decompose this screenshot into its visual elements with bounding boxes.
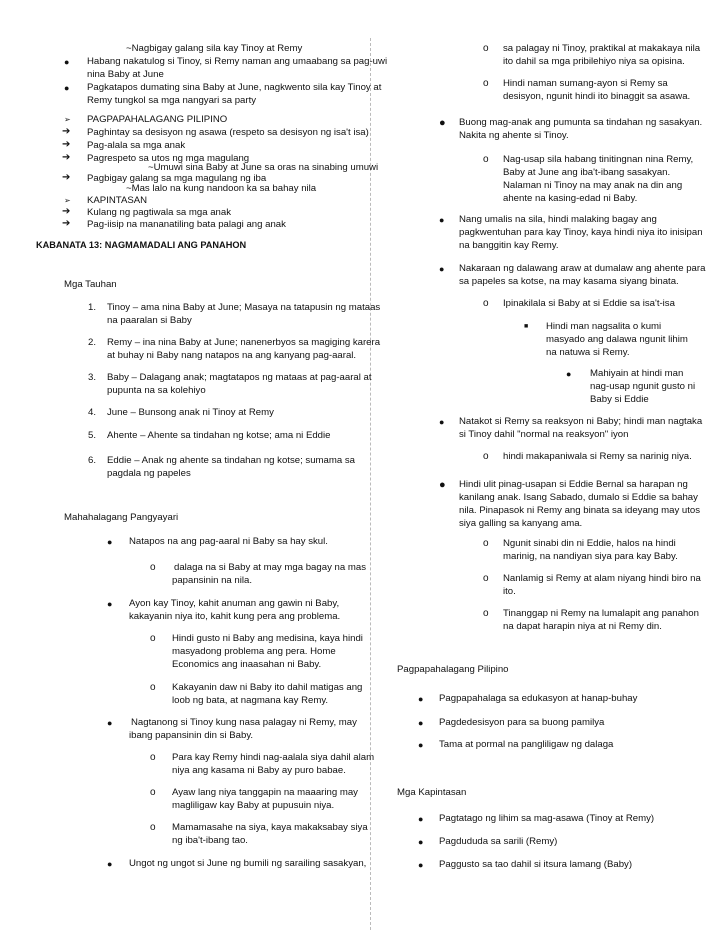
ppp-heading-right: Pagpapahalagang Pilipino	[397, 664, 509, 675]
ppp-subnote: ~Umuwi sina Baby at June sa oras na sinabing umuwi	[148, 162, 379, 173]
sub-note: ~Nagbigay galang sila kay Tinoy at Remy	[126, 43, 303, 54]
circle-bullet-icon: o	[150, 787, 156, 798]
bullet-text: Habang nakatulog si Tinoy, si Remy naman ang umaabang sa pag-uwi	[87, 56, 388, 67]
tauhan-text: pupunta na sa kolehiyo	[107, 385, 206, 396]
right-subitem: Ipinakilala si Baby at si Eddie sa isa't-isa	[503, 298, 675, 309]
bullet-dot-icon: ●	[64, 57, 70, 67]
kapintasan-heading: KAPINTASAN	[87, 195, 148, 206]
ppp-item-right: Pagpapahalaga sa edukasyon at hanap-buhay	[439, 693, 638, 704]
bullet-dot-icon: ●	[439, 479, 446, 491]
pangyayari-heading: Mahahalagang Pangyayari	[64, 512, 179, 523]
bullet-dot-icon: ●	[418, 814, 424, 824]
pangyayari-item: Ungot ng ungot si June ng bumili ng sarailing sasakyan,	[129, 858, 367, 869]
tauhan-number: 3.	[88, 372, 97, 383]
arrow-bullet-icon: ➔	[62, 218, 71, 229]
tauhan-text: Eddie – Anak ng ahente sa tindahan ng kotse; sumama sa	[107, 455, 356, 466]
pangyayari-item: Natapos na ang pag-aaral ni Baby sa hay skul.	[129, 536, 328, 547]
pangyayari-item: Nagtanong si Tinoy kung nasa palagay ni Remy, may	[131, 717, 357, 728]
right-subitem: ahente na kasing-edad ni Baby.	[503, 193, 638, 204]
pangyayari-subitem: Economics ang inaasahan ni Baby.	[172, 659, 322, 670]
bullet-text: Remy tungkol sa mga nangyari sa party	[87, 95, 257, 106]
right-subsubsubitem: Baby si Eddie	[590, 394, 649, 405]
bullet-dot-icon: ●	[107, 859, 113, 869]
kapintasan-heading-right: Mga Kapintasan	[397, 787, 467, 798]
bullet-dot-icon: ●	[439, 117, 446, 129]
circle-bullet-icon: o	[483, 298, 489, 309]
tauhan-number: 2.	[88, 337, 97, 348]
square-bullet-icon: ■	[524, 323, 529, 330]
ppp-subnote: ~Mas lalo na kung nandoon ka sa bahay nila	[126, 183, 317, 194]
right-subitem: Nalaman ni Tinoy na may anak na din ang	[503, 180, 683, 191]
right-subitem: desisyon, ngunit hindi ito binaggit sa asawa.	[503, 91, 691, 102]
bullet-dot-icon: ●	[418, 740, 424, 750]
pangyayari-subitem: masyadong problema ang pera. Home	[172, 646, 336, 657]
kapintasan-item: Kulang ng pagtiwala sa mga anak	[87, 207, 232, 218]
right-subitem: Nanlamig si Remy at alam niyang hindi biro na	[503, 573, 701, 584]
right-subitem: na dapat harapin niya at ni Remy din.	[503, 621, 662, 632]
pangyayari-subitem: loob ng bata, at nagmana kay Remy.	[172, 695, 329, 706]
pangyayari-subitem: papansinin na nila.	[172, 575, 253, 586]
arrow-bullet-icon: ➔	[62, 172, 71, 183]
arrow-bullet-icon: ➔	[62, 126, 71, 137]
right-item: sa papeles sa kotse, na may kasama siyang binata.	[459, 276, 679, 287]
circle-bullet-icon: o	[150, 562, 156, 573]
bullet-dot-icon: ●	[107, 599, 113, 609]
bullet-text: Pagkatapos dumating sina Baby at June, nagkwento sila kay Tinoy at	[87, 82, 382, 93]
right-item: Nakaraan ng dalawang araw at dumalaw ang ahente para	[459, 263, 706, 274]
tauhan-number: 5.	[88, 430, 97, 441]
right-item: na banggitin kay Remy.	[459, 240, 559, 251]
tauhan-text: Ahente – Ahente sa tindahan ng kotse; ama ni Eddie	[107, 430, 331, 441]
right-item: Nang umalis na sila, hindi malaking bagay ang	[459, 214, 657, 225]
pangyayari-subitem: ng iba't-ibang tao.	[172, 835, 248, 846]
right-subsubsubitem: nag-usap ngunit gusto ni	[590, 381, 696, 392]
tauhan-text: Baby – Dalagang anak; magtatapos ng mataas at pag-aaral at	[107, 372, 372, 383]
arrow-bullet-icon: ➔	[62, 152, 71, 163]
circle-bullet-icon: o	[483, 154, 489, 165]
ppp-item: Pag-alala sa mga anak	[87, 140, 186, 151]
circle-bullet-icon: o	[483, 538, 489, 549]
pangyayari-subitem: magliligaw kay Baby at pupusuin niya.	[172, 800, 335, 811]
right-subsubitem: na natuwa si Remy.	[546, 347, 630, 358]
right-subitem: ito.	[503, 586, 516, 597]
bullet-dot-icon: ●	[107, 718, 113, 728]
bullet-dot-icon: ●	[418, 860, 424, 870]
tauhan-number: 6.	[88, 455, 97, 466]
kapintasan-item-right: Pagdududa sa sarili (Remy)	[439, 836, 558, 847]
right-subitem: Baby at June ang iba't-ibang sasakyan.	[503, 167, 671, 178]
bullet-dot-icon: ●	[418, 718, 424, 728]
bullet-dot-icon: ●	[107, 537, 113, 547]
circle-bullet-icon: o	[150, 822, 156, 833]
right-item: si Tinoy dahil "normal na reaksyon" iyon	[459, 429, 629, 440]
chapter-title: KABANATA 13: NAGMAMADALI ANG PANAHON	[36, 240, 247, 250]
bullet-dot-icon: ●	[439, 215, 445, 225]
right-subitem: Ngunit sinabi din ni Eddie, halos na hindi	[503, 538, 676, 549]
pangyayari-subitem: Mamamasahe na siya, kaya makaksabay siya	[172, 822, 368, 833]
bullet-dot-icon: ●	[418, 837, 424, 847]
right-subsubsubitem: Mahiyain at hindi man	[590, 368, 684, 379]
tauhan-heading: Mga Tauhan	[64, 279, 117, 290]
ppp-item: Paghintay sa desisyon ng asawa (respeto sa desisyon ng isa't isa)	[87, 127, 369, 138]
kapintasan-item-right: Pagtatago ng lihim sa mag-asawa (Tinoy at Remy)	[439, 813, 655, 824]
tauhan-number: 1.	[88, 302, 97, 313]
right-subitem: sa palagay ni Tinoy, praktikal at makakaya nila	[503, 43, 701, 54]
circle-bullet-icon: o	[150, 752, 156, 763]
circle-bullet-icon: o	[150, 633, 156, 644]
circle-bullet-icon: o	[483, 78, 489, 89]
bullet-dot-icon: ●	[64, 83, 70, 93]
ppp-item-right: Tama at pormal na pangliligaw ng dalaga	[439, 739, 614, 750]
tauhan-text: na paaralan si Baby	[107, 315, 192, 326]
right-subsubitem: masyado ang dalawa ngunit lihim	[546, 334, 688, 345]
circle-bullet-icon: o	[150, 682, 156, 693]
arrow-bullet-icon: ➔	[62, 139, 71, 150]
right-item: pagkwentuhan para kay Tinoy, kaya hindi niya ito inisipan	[459, 227, 703, 238]
right-item: nila. Pinapasok ni Remy ang binata sa ideyang may utos	[459, 505, 701, 516]
right-subitem: ito dahil sa mga pribilehiyo niya sa opisina.	[503, 56, 685, 67]
triangle-bullet-icon: ➢	[64, 196, 71, 205]
tauhan-text: at buhay ni Baby nang natapos na ang kanyang pag-aaral.	[107, 350, 357, 361]
pangyayari-subitem: Hindi gusto ni Baby ang medisina, kaya hindi	[172, 633, 363, 644]
pangyayari-subitem: Ayaw lang niya tanggapin na maaaring may	[172, 787, 358, 798]
bullet-dot-icon: ●	[566, 369, 572, 379]
tauhan-number: 4.	[88, 407, 97, 418]
tauhan-text: pagdala ng papeles	[107, 468, 191, 479]
right-item: kanilang anak. Isang Sabado, dumalo si Eddie sa bahay	[459, 492, 698, 503]
right-item: Hindi ulit pinag-usapan si Eddie Bernal sa harapan ng	[459, 479, 688, 490]
pangyayari-subitem: Para kay Remy hindi nag-aalala siya dahil alam	[172, 752, 375, 763]
bullet-dot-icon: ●	[418, 694, 424, 704]
ppp-item: Pagrespeto sa utos ng mga magulang	[87, 153, 250, 164]
pangyayari-subitem: Kakayanin daw ni Baby ito dahil matigas ang	[172, 682, 363, 693]
circle-bullet-icon: o	[483, 608, 489, 619]
right-item: siya galling sa kanyang ama.	[459, 518, 583, 529]
right-subitem: Nag-usap sila habang tinitingnan nina Remy,	[503, 154, 694, 165]
pangyayari-subitem: niya ang kasama ni Baby ay puro babae.	[172, 765, 346, 776]
bullet-dot-icon: ●	[439, 264, 445, 274]
pangyayari-item: Ayon kay Tinoy, kahit anuman ang gawin ni Baby,	[129, 598, 340, 609]
triangle-bullet-icon: ➢	[64, 115, 71, 124]
bullet-dot-icon: ●	[439, 417, 445, 427]
ppp-heading: PAGPAPAHALAGANG PILIPINO	[87, 114, 228, 125]
right-item: Nakita ng ahente si Tinoy.	[459, 130, 569, 141]
tauhan-text: Remy – ina nina Baby at June; nanenerbyos sa magiging karera	[107, 337, 381, 348]
right-subitem: marinig, na nandiyan siya para kay Baby.	[503, 551, 678, 562]
right-item: Natakot si Remy sa reaksyon ni Baby; hindi man nagtaka	[459, 416, 703, 427]
right-subsubitem: Hindi man nagsalita o kumi	[546, 321, 662, 332]
circle-bullet-icon: o	[483, 43, 489, 54]
arrow-bullet-icon: ➔	[62, 206, 71, 217]
right-subitem: hindi makapaniwala si Remy sa narinig niya.	[503, 451, 692, 462]
kapintasan-item-right: Paggusto sa tao dahil si itsura lamang (Baby)	[439, 859, 633, 870]
kapintasan-item: Pag-iisip na mananatiling bata palagi ang anak	[87, 219, 286, 230]
tauhan-text: Tinoy – ama nina Baby at June; Masaya na tatapusin ng mataas	[107, 302, 381, 313]
right-subitem: Tinanggap ni Remy na lumalapit ang panahon	[503, 608, 699, 619]
ppp-item: Pagbigay galang sa mga magulang ng iba	[87, 173, 267, 184]
bullet-text: nina Baby at June	[87, 69, 164, 80]
right-subitem: Hindi naman sumang-ayon si Remy sa	[503, 78, 668, 89]
right-item: Buong mag-anak ang pumunta sa tindahan ng sasakyan.	[459, 117, 703, 128]
circle-bullet-icon: o	[483, 573, 489, 584]
pangyayari-item: ibang papansinin din si Baby.	[129, 730, 254, 741]
circle-bullet-icon: o	[483, 451, 489, 462]
pangyayari-subitem: dalaga na si Baby at may mga bagay na mas	[174, 562, 366, 573]
tauhan-text: June – Bunsong anak ni Tinoy at Remy	[107, 407, 274, 418]
pangyayari-item: kakayanin niya ito, kahit kung pera ang problema.	[129, 611, 341, 622]
ppp-item-right: Pagdedesisyon para sa buong pamilya	[439, 717, 605, 728]
